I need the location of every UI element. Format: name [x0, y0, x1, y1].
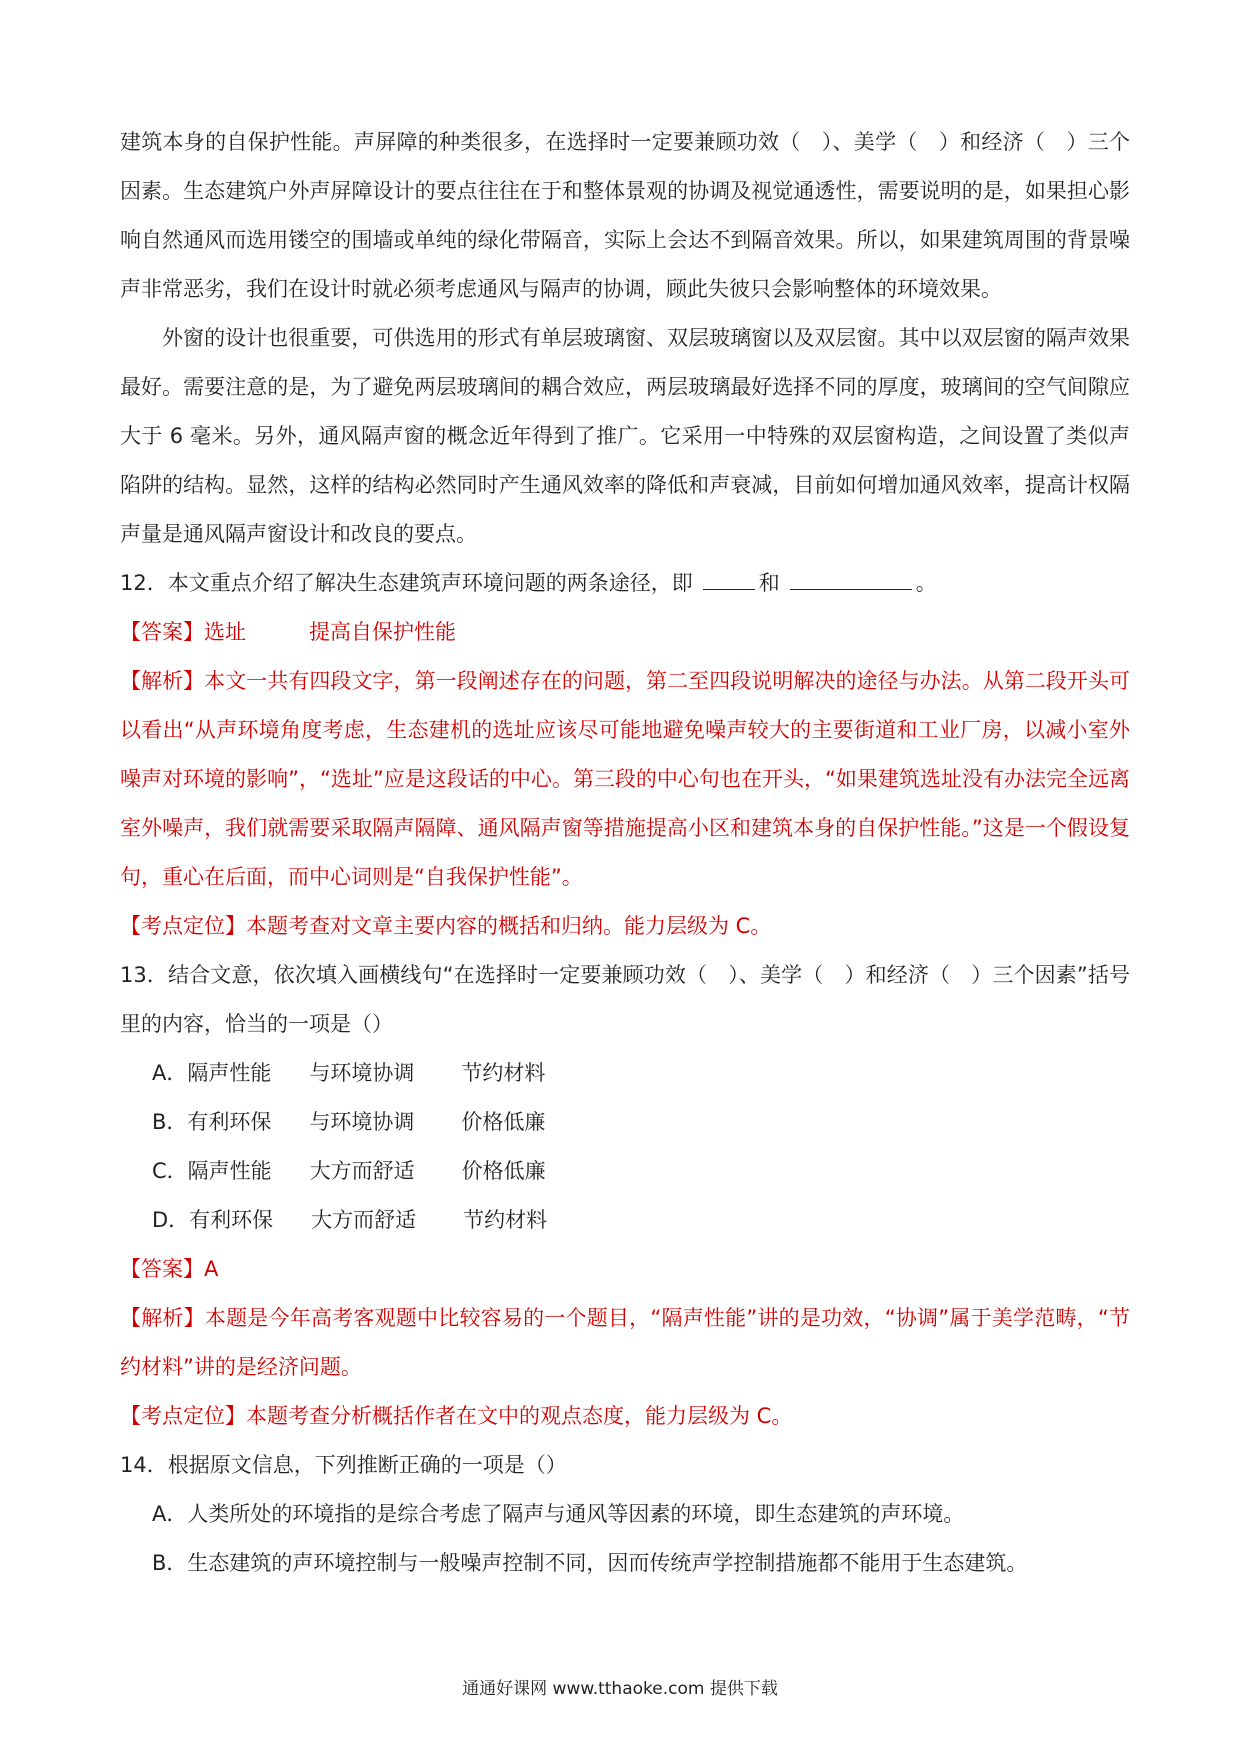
question-12-text: 12．本文重点介绍了解决生态建筑声环境问题的两条途径，即 [120, 571, 693, 595]
option-col-1: 有利环保 [187, 1110, 272, 1134]
option-label: A． [152, 1061, 188, 1085]
paragraph-windows: 外窗的设计也很重要，可供选用的形式有单层玻璃窗、双层玻璃窗以及双层窗。其中以双层窗的隔声效果最好。需要注意的是，为了避免两层玻璃间的耦合效应，两层玻璃最好选择不同的厚度，玻璃间的空气间隙应大于 6 毫米。另外，通风隔声窗的概念近年得到了推广。它采用一中特殊的双层窗构造，之间设置了类似声陷阱的结构。显然，这样的结构必然同时产生通风效率的降低和声衰减，目前如何增加通风效率，提高计权隔声量是通风隔声窗设计和改良的要点。 [120, 326, 1130, 546]
option-col-3: 节约材料 [463, 1208, 548, 1232]
document-body [120, 118, 1130, 1588]
option-label: B． [152, 1110, 188, 1134]
q12-kaodian: 【考点定位】本题考查对文章主要内容的概括和归纳。能力层级为 C。 [120, 914, 772, 938]
paragraph-continuation: 建筑本身的自保护性能。声屏障的种类很多，在选择时一定要兼顾功效（ ）、美学（ ）和经济（ ）三个因素。生态建筑户外声屏障设计的要点往往在于和整体景观的协调及视觉通透性，需要说明的是，如果担心影响自然通风而选用镂空的围墙或单纯的绿化带隔音，实际上会达不到隔音效果。所以，如果建筑周围的背景噪声非常恶劣，我们在设计时就必须考虑通风与隔声的协调，顾此失彼只会影响整体的环境效果。 [120, 130, 1130, 301]
option-col-2: 大方而舒适 [311, 1208, 417, 1232]
q13-option-a [120, 1049, 1130, 1098]
option-label: D． [152, 1208, 190, 1232]
q12-analysis: 【解析】本文一共有四段文字，第一段阐述存在的问题，第二至四段说明解决的途径与办法。从第二段开头可以看出“从声环境角度考虑，生态建机的选址应该尽可能地避免噪声较大的主要街道和工业厂房，以减小室外噪声对环境的影响”，“选址”应是这段话的中心。第三段的中心句也在开头，“如果建筑选址没有办法完全远离室外噪声，我们就需要采取隔声隔障、通风隔声窗等措施提高小区和建筑本身的自保护性能。”这是一个假设复句，重心在后面，而中心词则是“自我保护性能”。 [120, 669, 1130, 889]
question-14: 14．根据原文信息，下列推断正确的一项是（） [120, 1453, 567, 1477]
answer-blank-1[interactable] [703, 563, 755, 590]
q13-option-b [120, 1098, 1130, 1147]
option-col-3: 节约材料 [461, 1061, 546, 1085]
question-12 [120, 559, 1130, 608]
q14-option-b: B．生态建筑的声环境控制与一般噪声控制不同，因而传统声学控制措施都不能用于生态建筑。 [152, 1551, 1028, 1575]
option-col-1: 隔声性能 [187, 1061, 272, 1085]
answer-blank-2[interactable] [790, 563, 912, 590]
option-col-3: 价格低廉 [461, 1110, 546, 1134]
option-col-2: 与环境协调 [309, 1110, 415, 1134]
question-13: 13．结合文意，依次填入画横线句“在选择时一定要兼顾功效（ ）、美学（ ）和经济（ ）三个因素”括号里的内容，恰当的一项是（） [120, 963, 1130, 1036]
option-col-2: 大方而舒适 [309, 1159, 415, 1183]
page-footer: 通通好课网 www.tthaoke.com 提供下载 [462, 1679, 778, 1699]
option-label: C． [152, 1159, 188, 1183]
q13-option-d [120, 1196, 1130, 1245]
q12-answer: 【答案】选址 提高自保护性能 [120, 620, 456, 644]
option-col-1: 隔声性能 [187, 1159, 272, 1183]
question-12-and: 和 [758, 571, 780, 595]
q13-answer: 【答案】A [120, 1257, 219, 1281]
question-12-end: 。 [915, 571, 937, 595]
q13-option-c [120, 1147, 1130, 1196]
option-col-1: 有利环保 [189, 1208, 274, 1232]
option-col-3: 价格低廉 [461, 1159, 546, 1183]
option-col-2: 与环境协调 [309, 1061, 415, 1085]
q13-analysis: 【解析】本题是今年高考客观题中比较容易的一个题目，“隔声性能”讲的是功效，“协调”属于美学范畴，“节约材料”讲的是经济问题。 [120, 1306, 1130, 1379]
q14-option-a: A．人类所处的环境指的是综合考虑了隔声与通风等因素的环境，即生态建筑的声环境。 [152, 1502, 965, 1526]
q13-kaodian: 【考点定位】本题考查分析概括作者在文中的观点态度，能力层级为 C。 [120, 1404, 793, 1428]
